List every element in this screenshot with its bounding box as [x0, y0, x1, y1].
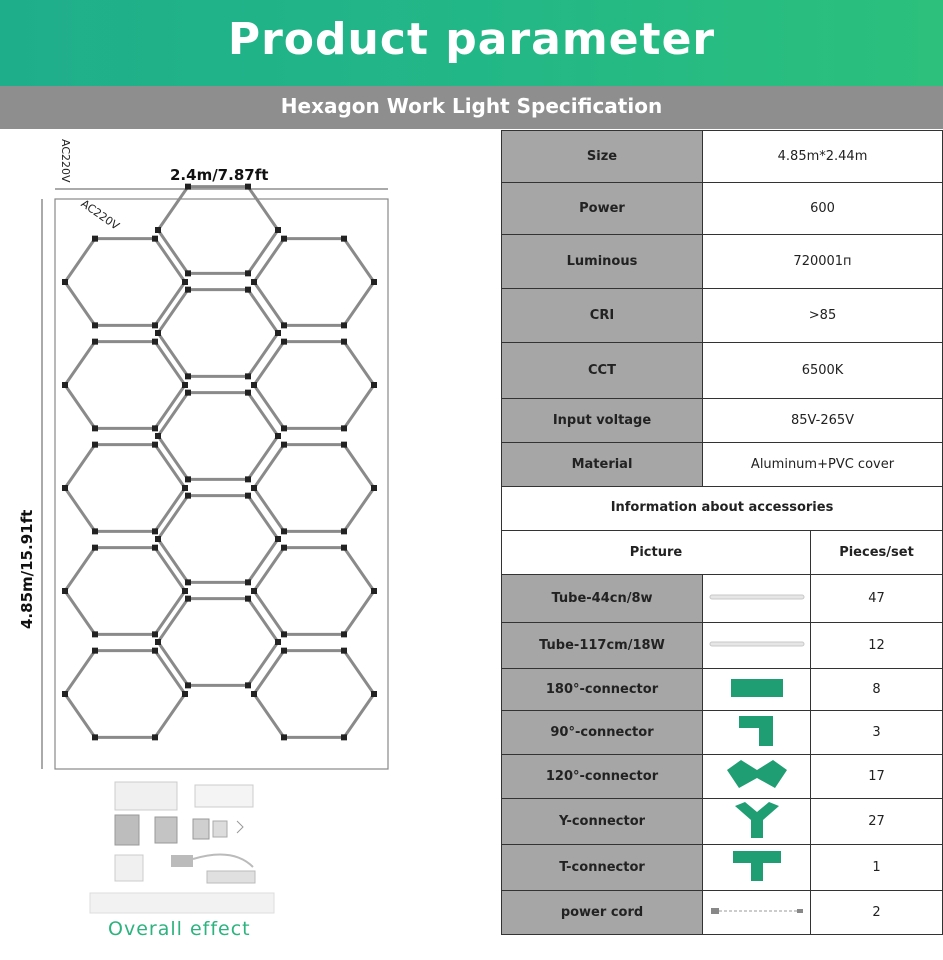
accessory-picture — [703, 755, 811, 799]
connector-node — [371, 279, 377, 285]
spec-row — [502, 183, 943, 235]
box-1 — [115, 782, 177, 810]
connector-node — [185, 390, 191, 396]
connector-node — [92, 322, 98, 328]
connector-node — [371, 485, 377, 491]
adapter — [207, 871, 255, 883]
spec-label: Size — [502, 131, 703, 183]
spec-value: 4.85m*2.44m — [703, 131, 943, 183]
connector-node — [152, 236, 158, 242]
outer-frame — [55, 199, 388, 769]
connector-node — [245, 596, 251, 602]
connector-node — [251, 279, 257, 285]
connector-node — [182, 691, 188, 697]
accessory-name: 120°-connector — [502, 755, 703, 799]
hexagon-cell — [65, 651, 185, 738]
spec-label: CRI — [502, 289, 703, 343]
accessory-picture — [703, 669, 811, 711]
accessories-header-row — [502, 531, 943, 575]
connector-node — [281, 631, 287, 637]
connector-node — [341, 528, 347, 534]
angle-connector-icon — [725, 758, 789, 796]
connector-node — [275, 639, 281, 645]
spec-value: >85 — [703, 289, 943, 343]
connector-node — [92, 631, 98, 637]
accessory-picture — [703, 575, 811, 623]
connector-node — [62, 485, 68, 491]
connector-node — [152, 545, 158, 551]
box-2 — [195, 785, 253, 807]
t-connector-icon — [731, 849, 783, 887]
spec-value: 85V-265V — [703, 399, 943, 443]
page-title: Product parameter — [227, 14, 716, 65]
connector-node — [275, 433, 281, 439]
accessory-name: 180°-connector — [502, 669, 703, 711]
hexagon-cell — [158, 393, 278, 480]
connector-node — [245, 579, 251, 585]
spec-row — [502, 131, 943, 183]
connector-node — [245, 390, 251, 396]
connector-node — [185, 287, 191, 293]
connector-node — [281, 339, 287, 345]
spec-label: Luminous — [502, 235, 703, 289]
connector-node — [92, 734, 98, 740]
connector-node — [275, 227, 281, 233]
connector-node — [245, 493, 251, 499]
spec-value: 720001п — [703, 235, 943, 289]
connector-node — [185, 596, 191, 602]
small-part — [237, 821, 243, 833]
pieces-column-header: Pieces/set — [811, 531, 943, 575]
connector-node — [341, 648, 347, 654]
spec-label: Input voltage — [502, 399, 703, 443]
hexagon-cell — [254, 342, 374, 429]
tube-icon — [709, 638, 805, 653]
connector-node — [92, 545, 98, 551]
connector-node — [92, 425, 98, 431]
long-box — [90, 893, 274, 913]
box-3 — [115, 855, 143, 881]
connector-node — [341, 442, 347, 448]
spec-label: Material — [502, 443, 703, 487]
connector-node — [341, 236, 347, 242]
connector-node — [341, 734, 347, 740]
accessory-picture — [703, 623, 811, 669]
accessory-row — [502, 623, 943, 669]
tube-icon — [709, 591, 805, 606]
hexagon-cell — [158, 496, 278, 583]
power-label-inner: AC220V — [78, 197, 122, 233]
hexagon-cell — [65, 548, 185, 635]
accessory-name: Tube-117cm/18W — [502, 623, 703, 669]
connector-node — [92, 528, 98, 534]
connector-node — [152, 528, 158, 534]
connector-node — [185, 579, 191, 585]
accessory-picture — [703, 891, 811, 935]
connector-node — [245, 287, 251, 293]
spec-row — [502, 235, 943, 289]
connector-node — [251, 485, 257, 491]
overall-effect-label: Overall effect — [108, 918, 251, 940]
connector-node — [275, 536, 281, 542]
connector-node — [245, 682, 251, 688]
connector-node — [62, 588, 68, 594]
connector-node — [155, 536, 161, 542]
connector-node — [92, 648, 98, 654]
height-label: 4.85m/15.91ft — [18, 509, 36, 629]
bag-2 — [155, 817, 177, 843]
accessory-quantity: 17 — [811, 755, 943, 799]
connector-node — [281, 236, 287, 242]
connector-node — [371, 691, 377, 697]
hexagon-cell — [254, 239, 374, 326]
specification-table — [501, 130, 943, 487]
connector-node — [341, 425, 347, 431]
accessory-quantity: 2 — [811, 891, 943, 935]
spec-label: CCT — [502, 343, 703, 399]
accessory-picture — [703, 799, 811, 845]
accessory-quantity: 3 — [811, 711, 943, 755]
bag-1 — [115, 815, 139, 845]
connector-node — [185, 682, 191, 688]
accessory-row — [502, 575, 943, 623]
connector-node — [152, 631, 158, 637]
layout-diagram — [0, 129, 500, 944]
connector-node — [251, 691, 257, 697]
spec-label: Power — [502, 183, 703, 235]
connector-node — [185, 373, 191, 379]
package-contents-illustration — [85, 779, 305, 929]
picture-column-header: Picture — [502, 531, 811, 575]
spec-row — [502, 399, 943, 443]
connector-node — [185, 476, 191, 482]
spec-value: 6500K — [703, 343, 943, 399]
connector-node — [281, 528, 287, 534]
accessory-row — [502, 891, 943, 935]
connector-node — [341, 339, 347, 345]
hexagon-cell — [254, 651, 374, 738]
connector-node — [245, 184, 251, 190]
connector-node — [245, 373, 251, 379]
hexagon-cell — [254, 445, 374, 532]
spec-value: 600 — [703, 183, 943, 235]
power-cord-icon — [709, 905, 805, 921]
width-label: 2.4m/7.87ft — [170, 166, 269, 184]
accessory-quantity: 12 — [811, 623, 943, 669]
connector-node — [281, 648, 287, 654]
hexagon-cell — [158, 599, 278, 686]
connector-node — [152, 734, 158, 740]
connector-node — [152, 339, 158, 345]
y-connector-icon — [733, 800, 781, 844]
connector-node — [251, 588, 257, 594]
connector-node — [185, 184, 191, 190]
accessory-picture — [703, 711, 811, 755]
hexagon-cell — [65, 342, 185, 429]
accessories-table — [501, 530, 943, 935]
accessories-title: Information about accessories — [501, 486, 943, 530]
connector-node — [371, 382, 377, 388]
connector-node — [185, 493, 191, 499]
connector-node — [62, 691, 68, 697]
connector-node — [281, 734, 287, 740]
connector-node — [281, 425, 287, 431]
connector-node — [92, 442, 98, 448]
connector-node — [341, 631, 347, 637]
connector-node — [281, 322, 287, 328]
spec-value: Aluminum+PVC cover — [703, 443, 943, 487]
small-bag — [171, 855, 193, 867]
connector-node — [182, 485, 188, 491]
connector-node — [182, 382, 188, 388]
connector-node — [281, 545, 287, 551]
connector-node — [155, 433, 161, 439]
spec-row — [502, 443, 943, 487]
spec-row — [502, 343, 943, 399]
connector-node — [155, 330, 161, 336]
bag-3 — [193, 819, 209, 839]
connector-node — [155, 639, 161, 645]
connector-node — [245, 270, 251, 276]
accessory-row — [502, 799, 943, 845]
accessory-row — [502, 669, 943, 711]
hexagon-cell — [65, 239, 185, 326]
connector-node — [281, 442, 287, 448]
connector-node — [245, 476, 251, 482]
page-subtitle: Hexagon Work Light Specification — [280, 94, 663, 118]
bag-4 — [213, 821, 227, 837]
accessory-quantity: 8 — [811, 669, 943, 711]
accessory-row — [502, 711, 943, 755]
subtitle-bar — [0, 86, 943, 129]
cord — [193, 855, 253, 868]
accessory-name: Y-connector — [502, 799, 703, 845]
hexagon-cell — [158, 187, 278, 274]
spec-row — [502, 289, 943, 343]
straight-connector-icon — [729, 677, 785, 703]
connector-node — [341, 322, 347, 328]
connector-node — [92, 339, 98, 345]
accessory-name: T-connector — [502, 845, 703, 891]
connector-node — [182, 279, 188, 285]
elbow-connector-icon — [737, 714, 777, 752]
connector-node — [341, 545, 347, 551]
connector-node — [182, 588, 188, 594]
connector-node — [152, 442, 158, 448]
hexagon-cell — [158, 290, 278, 377]
connector-node — [152, 322, 158, 328]
connector-node — [92, 236, 98, 242]
accessory-name: Tube-44cn/8w — [502, 575, 703, 623]
connector-node — [275, 330, 281, 336]
accessory-row — [502, 845, 943, 891]
hexagon-cell — [254, 548, 374, 635]
connector-node — [152, 648, 158, 654]
connector-node — [62, 279, 68, 285]
title-banner — [0, 0, 943, 86]
connector-node — [251, 382, 257, 388]
connector-node — [62, 382, 68, 388]
accessory-picture — [703, 845, 811, 891]
connector-node — [155, 227, 161, 233]
connector-node — [185, 270, 191, 276]
accessory-name: power cord — [502, 891, 703, 935]
accessory-quantity: 47 — [811, 575, 943, 623]
accessory-name: 90°-connector — [502, 711, 703, 755]
connector-node — [371, 588, 377, 594]
accessory-quantity: 1 — [811, 845, 943, 891]
accessory-quantity: 27 — [811, 799, 943, 845]
accessory-row — [502, 755, 943, 799]
hexagon-cell — [65, 445, 185, 532]
connector-node — [152, 425, 158, 431]
power-label-top: AC220V — [59, 139, 72, 183]
